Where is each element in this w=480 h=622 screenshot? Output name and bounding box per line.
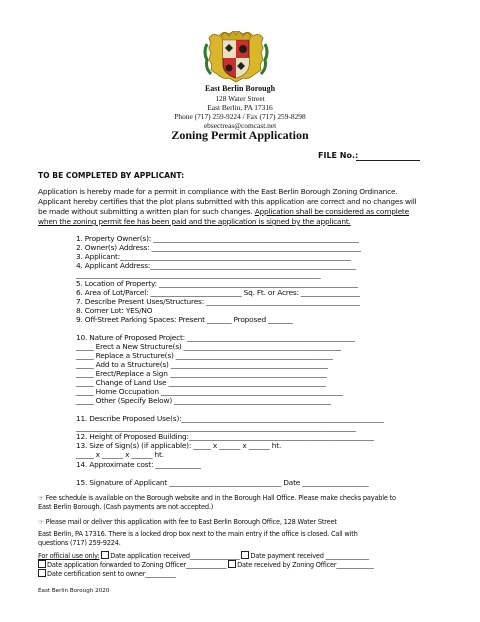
checkbox-received-zo[interactable] [228,560,236,568]
org-email: ebsectreas@comcast.net [203,121,277,130]
option-sign[interactable]: _____ Erect/Replace a Sign _____________________________________________ [76,369,328,378]
footer-text: East Berlin Borough 2020 [38,588,110,594]
file-no-field[interactable] [356,160,420,161]
option-replace[interactable]: _____ Replace a Structure(s) _____________________________________________ [76,351,334,360]
intro-line-4: when the zoning permit fee has been paid and the application is signed by the applicant. [38,217,351,226]
field-owner-address[interactable]: 2. Owner(s) Address: ____________________________________________________________ [76,243,362,252]
office-use-label: For official use only: [38,552,100,560]
field-sign-size-2[interactable]: _____ x ______ x ______ ht. [76,450,164,459]
field-property-location[interactable]: 5. Location of Property: _________________________________________________________ [76,279,359,288]
office-use-row-2 [38,560,374,569]
field-corner-lot[interactable]: 8. Corner Lot: YES/NO [76,306,153,315]
checkbox-app-received[interactable] [101,551,109,559]
checkbox-forwarded[interactable] [38,560,46,568]
field-proposed-project[interactable]: 10. Nature of Proposed Project: ________________________________________________ [76,333,355,342]
field-parking-spaces[interactable]: 9. Off-Street Parking Spaces: Present _______ Proposed _______ [76,315,293,324]
field-building-height[interactable]: 12. Height of Proposed Building:_____________________________________________________ [76,432,375,441]
option-add-to[interactable]: _____ Add to a Structure(s) _____________________________________________ [76,360,329,369]
option-land-use[interactable]: _____ Change of Land Use _____________________________________________ [76,378,326,387]
field-proposed-uses[interactable]: 11. Describe Proposed Use(s):__________________________________________________________ [76,414,385,423]
file-no-label: FILE No.: [318,151,359,160]
option-other[interactable]: _____ Other (Specify Below) _____________________________________________ [76,396,332,405]
checkbox-cert-sent[interactable] [38,569,46,577]
intro-line-1: Application is hereby made for a permit in compliance with the East Berlin Borough Zoning Ordinance. [38,187,398,196]
applicant-heading: TO BE COMPLETED BY APPLICANT: [38,171,185,180]
office-use-row-1 [38,551,369,560]
date-received-zo: Date received by Zoning Officer____________ [237,561,374,569]
field-signature-date[interactable]: 15. Signature of Applicant ________________________________ Date ___________________ [76,478,369,487]
mail-note-line-1: ☞ Please mail or deliver this application with fee to East Berlin Borough Office, 128 Water Street [38,518,337,526]
office-use-row-3 [38,569,176,578]
org-city: East Berlin, PA 17316 [207,103,273,112]
intro-line-3: be made without submitting a written plan for such changes. Application shall be considered as complete [38,207,409,216]
field-property-owner[interactable]: 1. Property Owner(s): ___________________________________________________________ [76,234,360,243]
date-forwarded: Date application forwarded to Zoning Officer_____________ [47,561,227,569]
fee-note-line-1: ☞ Fee schedule is available on the Borough website and in the Borough Hall Office. Please make checks payable to [38,494,396,502]
borough-seal-logo [203,30,269,84]
field-approximate-cost[interactable]: 14. Approximate cost: _____________ [76,460,201,469]
field-proposed-uses-2[interactable]: ________________________________________________________________________________ [76,423,356,432]
document-title: Zoning Permit Application [171,128,309,142]
field-present-uses[interactable]: 7. Describe Present Uses/Structures: ____________________________________________ [76,297,360,306]
field-applicant[interactable]: 3. Applicant:__________________________________________________________________ [76,252,351,261]
intro-line-2: Applicant hereby certifies that the plot plans submitted with this application are correct and no changes will [38,197,417,206]
field-sign-size[interactable]: 13. Size of Sign(s) (if applicable): _____ x ______ x ______ ht. [76,441,282,450]
date-payment-received: Date payment received ______________ [250,552,370,560]
date-cert-sent: Date certification sent to owner__________ [47,570,177,578]
fee-note-line-2: East Berlin Borough. (Cash payments are not accepted.) [38,503,214,511]
org-phone-fax: Phone (717) 259-9224 / Fax (717) 259-8298 [174,112,306,121]
date-app-received: Date application received________________ [110,552,240,560]
field-applicant-address-2[interactable]: ______________________________________________________________________ [76,270,321,279]
checkbox-payment-received[interactable] [241,551,249,559]
mail-note-line-2: East Berlin, PA 17316. There is a locked drop box next to the main entry if the office is closed. Call with [38,530,358,538]
field-lot-area[interactable]: 6. Area of Lot/Parcel: __________________________ Sq. Ft. or Acres: _________________ [76,288,361,297]
org-name: East Berlin Borough [204,84,276,93]
mail-note-line-3: questions (717) 259-9224. [38,539,121,547]
option-erect-new[interactable]: _____ Erect a New Structure(s) _____________________________________________ [76,342,342,351]
field-applicant-address[interactable]: 4. Applicant Address:___________________________________________________________ [76,261,357,270]
org-street: 128 Water Street [215,94,265,103]
option-home-occupation[interactable]: _____ Home Occupation ____________________________________________________ [76,387,343,396]
